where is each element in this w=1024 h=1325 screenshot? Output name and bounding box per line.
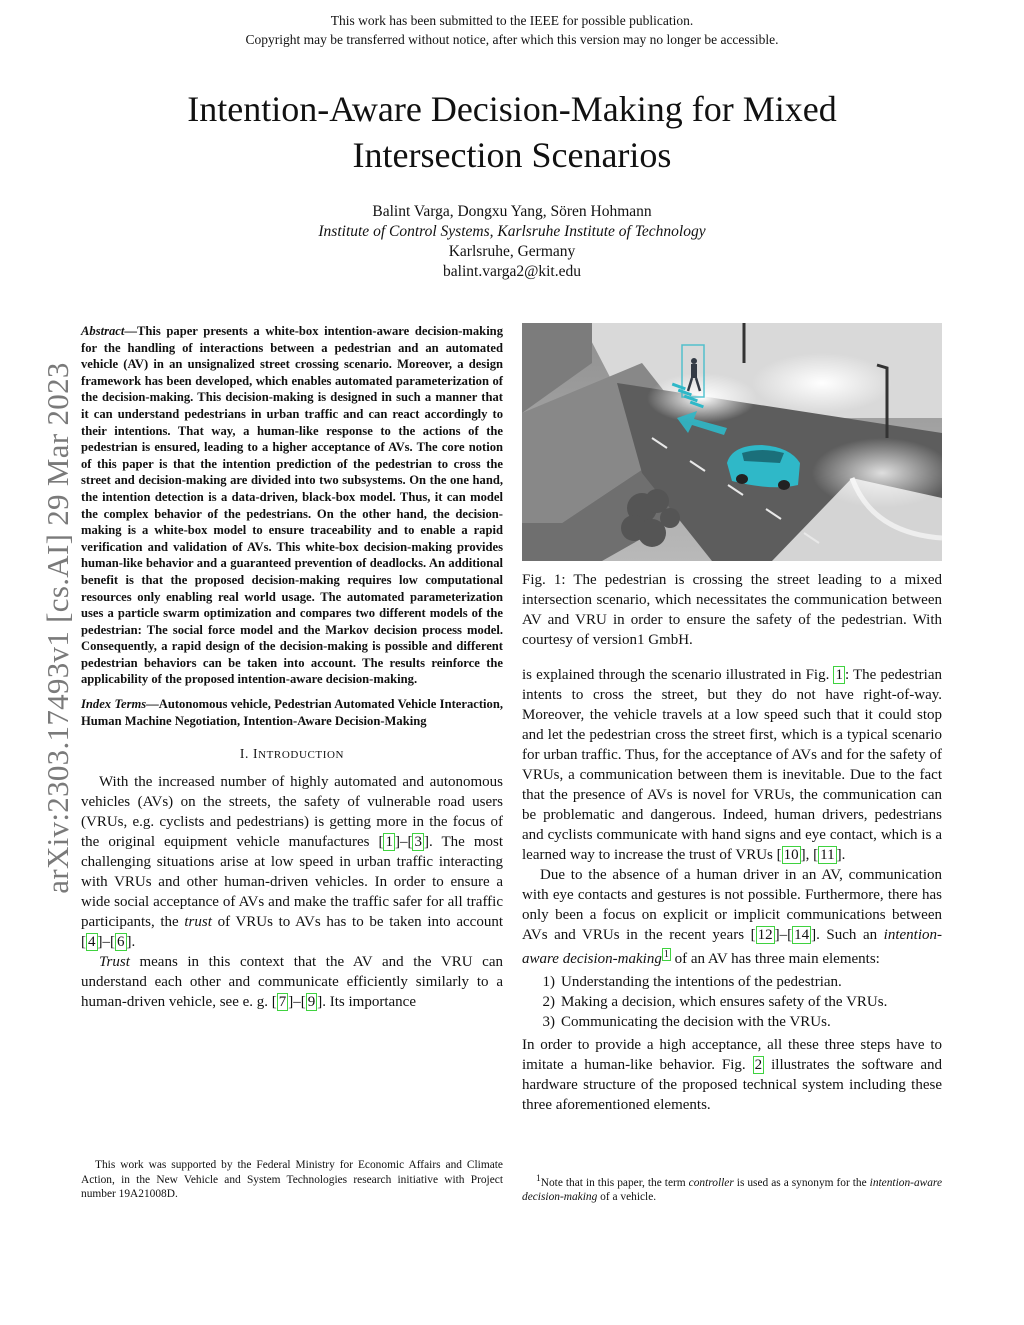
text-run: – [293,994,301,1011]
author-names: Balint Varga, Dongxu Yang, Sören Hohmann [372,203,652,220]
figure-ref-2[interactable]: 2 [754,1057,763,1073]
abstract-text: —This paper presents a white-box intention-aware decision-making for the handling of interactions between a pedestrian and an automated vehicle (AV) in an unsignalized street crossing scenario. Moreover, a design framework has been developed, which enables automated parameterization of the decision-making. This decision-making is designed in such a manner that it can understand pedestrians in urban traffic and can react accordingly to their intentions. That way, a human-like response to the actions of the pedestrian is ensured, leading to a higher acceptance of AVs. The core notion of this paper is that the intention prediction of the pedestrian to cross the street and decision-making are divided into two subsystems. On the one hand, the intention detection is a data-driven, black-box model. Thus, it can model the complex behavior of the pedestrians. On the other hand, the decision-making is a white-box model to ensure traceability and to enable a rapid verification and validation of AVs. This white-box decision-making provides human-like behavior and a guaranteed prevention of deadlocks. An additional benefit is that the proposed decision-making requires low computational resources only enabling real world usage. The automated parameterization uses a particle swarm optimization and compares two different models of the pedestrian: The social force model and the Markov decision process model. Consequently, a rapid design of the decision-making is possible and different pedestrian behaviors can be taken into account. The results reinforce the applicability of the proposed intention-aware decision-making. [81,324,503,687]
footnote-marker-1[interactable]: 1 [663,949,669,960]
right-paragraph-1: is explained through the scenario illustrated in Fig. 1 : The pedestrian intents to cross the street, but they do not have right-of-way. Moreover, the vehicle travels at a low speed such that it could stop and let the pedestrian cross the street first, which is a typical scenario for urban traffic. Thus, for the acceptance of AVs and for the safety of VRUs, a communication between them is inevitable. Due to the fact that the presence of AVs is novel for VRUs, the communication can be problematic and dangerous. Indeed, human drivers, pedestrians and cyclists communicate with hand signs and eye contact, which is a learned way to increase the trust of VRUs [ 10 ], [ 11 ]. [522,667,943,863]
citation-4[interactable]: 4 [88,934,96,951]
text-run: . [841,847,846,863]
text-run: illustrates the software and hardware structure of the proposed technical system including these three aforementioned elements. [522,1057,942,1113]
text-run: – [779,927,788,943]
section-title-rest: NTRODUCTION [258,749,345,762]
right-paragraph-2: Due to the absence of a human driver in an AV, communication with eye contacts and gestures is not possible. Furthermore, there has only been a focus on explicit or implicit communications between AVs and VRUs in the recent years [ 12 ]–[ 14 ]. Such an intention-aware decision-making $^1$ of an AV has three main elements: [522,867,942,967]
list-item [522,992,942,1012]
abstract [81,323,503,688]
emphasis-controller: controller [688,1176,734,1189]
emphasis-intention-aware: intention-aware decision-making [522,927,942,967]
street-light-glow-2 [752,353,892,413]
citation-7[interactable]: 7 [278,994,287,1011]
intro-paragraph-1: With the increased number of highly automated and autonomous vehicles (AVs) on the streets, the safety of vulnerable road users (VRUs, e.g. cyclists and pedestrians) is getting more in the focus of the original equipment vehicle manufactures [ 1 ]–[ 3 ]. The most challenging situations arise at low speed in urban traffic interacting with VRUs and other human-driven vehicles. In order to ensure a wide social acceptance of AVs and make the traffic safer for all traffic participants, the trust of VRUs to AVs has to be taken into account [ 4 ]–[ 6 ]. [81,774,503,951]
text-run: means in this context that the AV and the VRU can understand each other and communicate efficiently similarly to a human-driven vehicle, see e. g. [81,954,503,1011]
index-terms-label: Index Terms [81,697,147,712]
citation-1[interactable]: 1 [385,834,393,851]
text-run: . The most challenging situations arise at low speed in urban traffic interacting with VRUs and other human-driven vehicles. In order to ensure a wide social acceptance of AVs and make the traffic safer for all traffic participants, the [81,834,503,931]
list-number: 2) [542,994,555,1010]
citation-3[interactable]: 3 [414,834,422,851]
notice-line-1: This work has been submitted to the IEEE for possible publication. [330,13,694,28]
emphasis-trust-2: Trust [99,954,130,971]
text-run: – [399,834,408,851]
author-email[interactable]: balint.varga2@kit.edu [443,263,581,280]
right-body-text [522,665,942,1115]
citation-12[interactable]: 12 [757,927,773,943]
element-list [522,972,942,1032]
citation-10[interactable]: 10 [783,847,799,863]
street-light-glow-1 [647,373,757,423]
citation-6[interactable]: 6 [117,934,125,951]
right-paragraph-3 [522,1035,942,1115]
abstract-label: Abstract [81,324,125,338]
figure-1 [522,323,942,561]
figure-1-illustration [522,323,942,561]
section-title-first: I [252,746,259,762]
section-heading-introduction [81,746,503,762]
index-terms [81,696,503,729]
introduction-text [81,772,503,1012]
emphasis-decision-making: intention-aware decision-making [522,1176,942,1204]
citation-14[interactable]: 14 [794,927,810,943]
submission-notice [0,11,1024,49]
text-run: Note that in this paper, the term [540,1176,689,1189]
title-line-2: Intersection Scenarios [352,135,672,175]
section-numeral: I. [239,746,249,762]
list-text: Making a decision, which ensures safety of the VRUs. [561,994,888,1010]
controller-footnote [522,1172,942,1205]
right-column [522,323,942,1115]
text-run: Due to the absence of a human driver in an AV, communication with eye contacts and gestures is not possible. Furthermore, there has only been a focus on explicit or implicit communications between AVs and VRUs in the recent years [522,867,942,943]
text-run: , [805,847,814,863]
list-number: 1) [542,974,555,990]
figure-1-caption: Fig. 1: The pedestrian is crossing the street leading to a mixed intersection scenario, which necessitates the communication between AV and VRU in order to ensure the safety of the pedestrian. With courtesy of version1 GmbH. [522,572,942,648]
footnote-number: 1 [536,1174,541,1184]
text-run: of VRUs to AVs has to be taken into account [211,914,503,931]
funding-footnote: This work was supported by the Federal Ministry for Economic Affairs and Climate Action, in the New Vehicle and System Technologies research initiative with Project number 19A21008D. [81,1159,503,1200]
text-run: is explained through the scenario illustrated in Fig. [522,667,834,683]
arxiv-id: arXiv:2303.17493v1 [cs.AI] 29 Mar 2023 [40,362,75,894]
author-block [0,202,1024,282]
intro-paragraph-2: Trust means in this context that the AV and the VRU can understand each other and communicate efficiently similarly to a human-driven vehicle, see e. g. [ 7 ]–[ 9 ]. Its importance [81,954,503,1011]
index-terms-text: —Autonomous vehicle, Pedestrian Automated Vehicle Interaction, Human Machine Negotiation, Intention-Aware Decision-Making [81,697,503,728]
text-run: of a vehicle. [597,1191,657,1204]
text-run: : The pedestrian intents to cross the street, but they do not have right-of-way. Moreover, the vehicle travels at a low speed such that it could stop and let the pedestrian cross the street first, which is a typical scenario for urban traffic. Thus, for the acceptance of AVs and for the safety of VRUs, a communication between them is inevitable. Due to the fact that the presence of AVs is novel for VRUs, the communication can be problematic and dangerous. Indeed, human drivers, pedestrians and cyclists communicate with hand signs and eye contact, which is a learned way to increase the trust of VRUs [522,667,943,863]
citation-11[interactable]: 11 [820,847,835,863]
list-number: 3) [542,1014,555,1030]
paper-title [100,86,924,178]
text-run: . Its importance [322,994,416,1011]
text-run: of an AV has three main elements: [670,951,880,967]
text-run: is used as a synonym for the [733,1176,870,1189]
text-run: – [102,934,110,951]
list-item [522,1012,942,1032]
author-affiliation: Institute of Control Systems, Karlsruhe Institute of Technology [318,223,706,240]
left-column [81,323,503,1012]
title-line-1: Intention-Aware Decision-Making for Mixed [187,89,837,129]
arxiv-stamp [8,0,75,1325]
figure-ref-1[interactable]: 1 [835,667,843,683]
list-text: Understanding the intentions of the pedestrian. [561,974,842,990]
emphasis-trust: trust [184,914,212,931]
list-item [522,972,942,992]
text-run: With the increased number of highly automated and autonomous vehicles (AVs) on the streets, the safety of vulnerable road users (VRUs, e.g. cyclists and pedestrians) is getting more in the focus of the original equipment vehicle manufactures [81,774,503,851]
notice-line-2: Copyright may be transferred without notice, after which this version may no longer be accessible. [245,32,779,47]
author-location: Karlsruhe, Germany [448,243,576,260]
citation-9[interactable]: 9 [307,994,316,1011]
text-run: . [131,934,136,951]
text-run: . Such an [816,927,884,943]
list-text: Communicating the decision with the VRUs. [561,1014,831,1030]
text-run: In order to provide a high acceptance, all these three steps have to imitate a human-like behavior. Fig. [522,1037,942,1073]
